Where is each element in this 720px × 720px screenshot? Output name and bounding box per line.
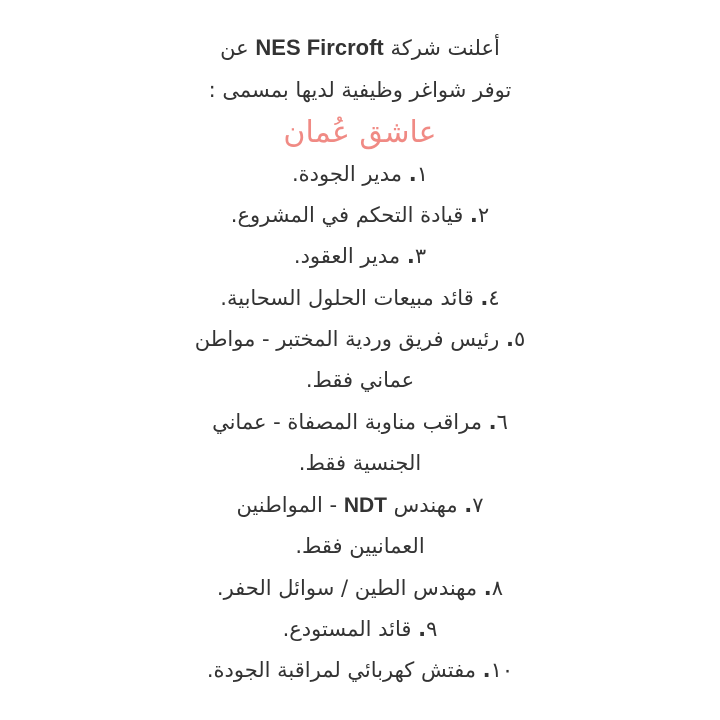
job-title: مراقب مناوبة المصفاة - عماني: [212, 410, 482, 434]
job-item-3: [0, 241, 720, 271]
job-number: ٨: [491, 576, 504, 600]
job-number: ١: [416, 162, 428, 186]
job-number: ٧: [472, 493, 484, 517]
job-item-8: [0, 573, 720, 603]
job-title: قائد مبيعات الحلول السحابية.: [220, 286, 474, 310]
job-item-5-continuation: عماني فقط.: [305, 368, 415, 392]
job-number: ٢: [477, 203, 490, 227]
job-item-6: [0, 407, 720, 437]
job-item-1: [0, 159, 720, 189]
job-number: ٥: [513, 327, 526, 351]
job-number: ٩: [426, 617, 438, 641]
bullet-dot: .: [483, 576, 492, 600]
job-title-prefix: مهندس: [393, 493, 458, 517]
job-title: مدير الجودة.: [292, 162, 403, 186]
job-number: ٣: [414, 244, 427, 268]
job-title: قائد المستودع.: [282, 617, 412, 641]
job-item-6-continuation: الجنسية فقط.: [298, 451, 422, 475]
bullet-dot: .: [469, 203, 478, 227]
intro-line-2: توفر شواغر وظيفية لديها بمسمى :: [208, 78, 512, 102]
job-item-5: [0, 324, 720, 354]
intro-line-1: [0, 33, 720, 63]
job-title-suffix: - المواطنين: [236, 493, 338, 517]
bullet-dot: .: [506, 327, 514, 351]
bullet-dot: .: [408, 162, 417, 186]
job-number: ٦: [496, 410, 508, 434]
bullet-dot: .: [488, 410, 497, 434]
company-name: NES Fircroft: [255, 35, 384, 60]
job-code: NDT: [343, 494, 387, 517]
job-title: مفتش كهربائي لمراقبة الجودة.: [206, 658, 476, 682]
job-title: قيادة التحكم في المشروع.: [230, 203, 464, 227]
job-item-4: [0, 283, 720, 313]
watermark-text: عاشق عُمان: [283, 115, 437, 150]
job-number: ٤: [488, 286, 500, 310]
bullet-dot: .: [418, 617, 427, 641]
job-title: مهندس الطين / سوائل الحفر.: [216, 576, 478, 600]
bullet-dot: .: [464, 493, 473, 517]
job-item-7-continuation: العمانيين فقط.: [295, 534, 425, 558]
job-item-9: [0, 614, 720, 644]
job-item-10: [0, 655, 720, 685]
bullet-dot: .: [406, 244, 415, 268]
job-title: مدير العقود.: [293, 244, 401, 268]
intro-suffix: عن: [220, 36, 249, 60]
job-item-2: [0, 200, 720, 230]
bullet-dot: .: [482, 658, 491, 682]
job-number: ١٠: [490, 658, 514, 682]
job-title: رئيس فريق وردية المختبر - مواطن: [194, 327, 500, 351]
bullet-dot: .: [480, 286, 489, 310]
intro-prefix: أعلنت شركة: [390, 36, 500, 60]
job-item-7: [0, 490, 720, 521]
